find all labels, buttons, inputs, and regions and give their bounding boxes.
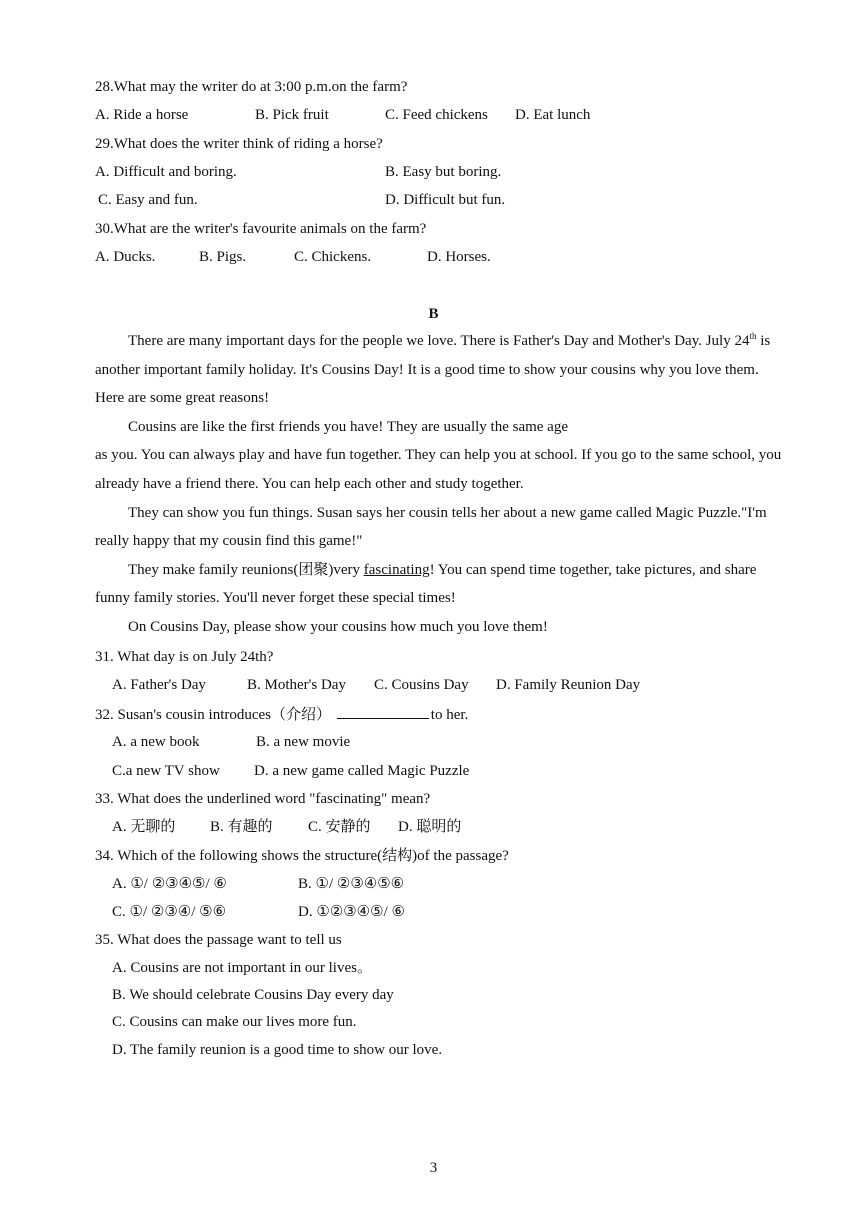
q35-option-d: D. The family reunion is a good time to show our love. [112,1042,443,1058]
q29-option-d: D. Difficult but fun. [385,192,506,208]
paragraph-1: There are many important days for the people we love. There is Father's Day and Mother's Day. July 24th is another important family holiday. It's Cousins Day! It is a good time to show your cousins why you love them. Here are some great reasons! [95,331,771,407]
question-30: 30.What are the writer's favourite animals on the farm? [95,221,427,237]
question-29: 29.What does the writer think of riding a horse? [95,136,383,152]
q28-option-b: B. Pick fruit [255,107,329,123]
q35-option-b: B. We should celebrate Cousins Day every day [112,987,394,1003]
q33-option-b: B. 有趣的 [210,819,273,835]
paragraph-5: On Cousins Day, please show your cousins how much you love them! [128,618,548,635]
q30-option-c: C. Chickens. [294,249,372,265]
q31-option-b: B. Mother's Day [247,677,346,693]
q30-option-b: B. Pigs. [199,249,247,265]
q32-option-c: C.a new TV show [112,763,220,779]
q29-option-c: C. Easy and fun. [98,192,198,208]
section-title: B [428,306,439,322]
q32-option-b: B. a new movie [256,734,351,750]
q35-option-a: A. Cousins are not important in our lives。 [112,960,372,976]
q32-option-d: D. a new game called Magic Puzzle [254,763,470,779]
question-32: 32. Susan's cousin introduces（介绍） to her. [95,704,468,725]
reading-passage [95,327,785,642]
paragraph-2-line1: Cousins are like the first friends you have! They are usually the same age [128,418,569,435]
question-35: 35. What does the passage want to tell us [95,932,342,948]
question-34: 34. Which of the following shows the structure(结构)of the passage? [95,848,509,864]
q31-option-c: C. Cousins Day [374,677,469,693]
question-33: 33. What does the underlined word "fascinating" mean? [95,791,431,807]
question-28: 28.What may the writer do at 3:00 p.m.on the farm? [95,79,408,95]
q28-option-a: A. Ride a horse [95,107,189,123]
q31-option-d: D. Family Reunion Day [496,677,641,693]
q35-option-c: C. Cousins can make our lives more fun. [112,1014,357,1030]
answer-blank [337,704,429,719]
q33-option-d: D. 聪明的 [398,819,462,835]
q31-option-a: A. Father's Day [112,677,206,693]
q29-option-a: A. Difficult and boring. [95,164,237,180]
q33-option-c: C. 安静的 [308,819,371,835]
q30-option-a: A. Ducks. [95,249,156,265]
q28-option-c: C. Feed chickens [385,107,488,123]
q34-option-d: D. ①②③④⑤/ ⑥ [298,904,405,920]
question-31: 31. What day is on July 24th? [95,649,274,665]
q33-option-a: A. 无聊的 [112,819,176,835]
q29-option-b: B. Easy but boring. [385,164,502,180]
paragraph-2-rest: as you. You can always play and have fun together. They can help you at school. If you go to the same school, you already have a friend there. You can help each other and study together. [95,447,782,492]
q34-option-b: B. ①/ ②③④⑤⑥ [298,876,405,892]
q34-option-a: A. ①/ ②③④⑤/ ⑥ [112,876,227,892]
q34-option-c: C. ①/ ②③④/ ⑤⑥ [112,904,227,920]
q28-option-d: D. Eat lunch [515,107,591,123]
underlined-word: fascinating [363,561,430,578]
q30-option-d: D. Horses. [427,249,491,265]
q32-option-a: A. a new book [112,734,200,750]
paragraph-3: They can show you fun things. Susan says her cousin tells her about a new game called Magic Puzzle."I'm really happy that my cousin find this game!" [95,504,767,550]
paragraph-4: They make family reunions(团聚)very fascinating! You can spend time together, take pictures, and share funny family stories. You'll never forget these special times! [95,561,757,607]
page-number: 3 [429,1160,438,1176]
